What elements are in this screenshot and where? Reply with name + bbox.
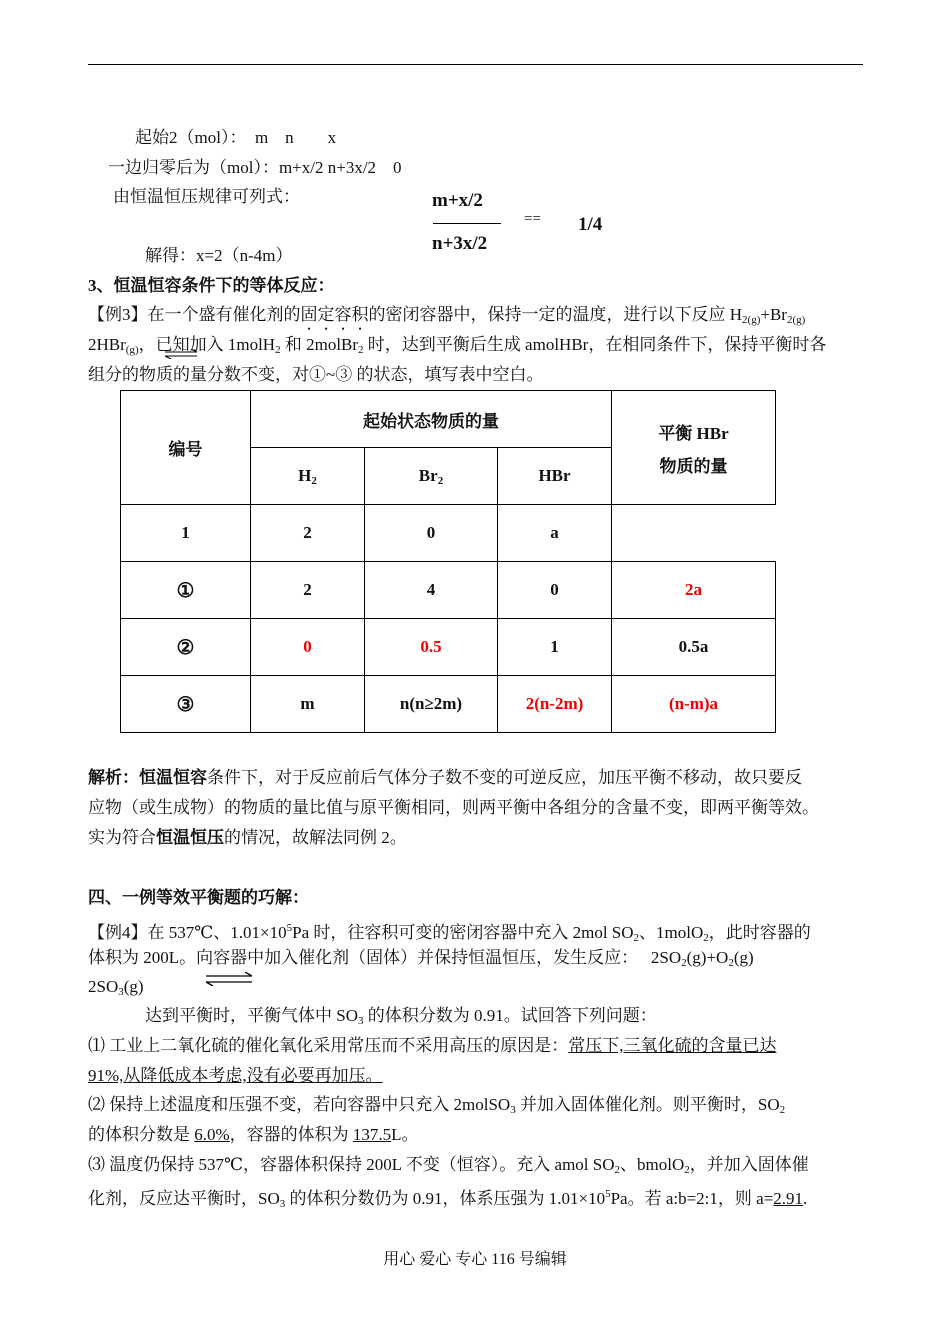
text-segment: 2	[275, 344, 281, 356]
equilibrium-arrow-icon	[164, 349, 198, 359]
cell-eq: 2a	[612, 562, 776, 619]
cell-hbr: 1	[498, 619, 612, 676]
text-segment: 【例4】在 537℃、1.01×10	[88, 923, 287, 942]
answer-text: 常压下,三氧化硫的含量已达	[568, 1036, 777, 1055]
text-line	[88, 1065, 383, 1087]
text-segment: +Br	[760, 305, 787, 324]
text-line	[113, 186, 300, 208]
text-segment: 解析：	[88, 768, 139, 787]
cell-h2: 0	[251, 619, 365, 676]
text-line	[135, 127, 336, 149]
text-line	[88, 334, 826, 361]
header-id: 编号	[121, 391, 251, 505]
text-segment: 时，达到平衡后生成 amolHBr，在相同条件下，保持平衡时各	[363, 335, 827, 354]
cell-hbr: 2(n-2m)	[498, 676, 612, 733]
cell-h2: m	[251, 676, 365, 733]
text-segment: 起始2（mol）： m n x	[135, 128, 337, 147]
text-segment: 固定容积	[300, 305, 369, 324]
cell-h2: 2	[251, 562, 365, 619]
text-line	[145, 245, 292, 267]
header-initial: 起始状态物质的量	[251, 391, 612, 448]
table-row	[121, 505, 776, 562]
text-segment: ⑴ 工业上二氧化硫的催化氧化采用常压而不采用高压的原因是：	[88, 1036, 569, 1055]
text-line	[88, 917, 811, 949]
text-line	[88, 1035, 777, 1057]
answer-text: 137.5	[352, 1125, 392, 1144]
text-segment: Pa 时，往容积可变的密闭容器中充入 2mol SO	[292, 923, 634, 942]
header-h2-label: H	[298, 465, 312, 485]
formula-numerator: m+x/2	[432, 190, 483, 211]
formula-value: 1/4	[578, 214, 603, 235]
text-segment: 2	[728, 957, 734, 969]
text-segment: 2	[614, 1164, 620, 1176]
header-equilibrium	[612, 391, 776, 505]
text-line	[88, 1154, 809, 1181]
text-segment: 恒温恒压	[156, 828, 224, 847]
text-segment: 的体积分数为 0.91。试回答下列问题：	[363, 1006, 657, 1025]
text-line	[88, 304, 805, 334]
text-line	[88, 976, 144, 1003]
formula-denominator: n+3x/2	[432, 233, 488, 254]
text-line	[88, 797, 819, 819]
table-row	[121, 619, 776, 676]
text-segment: Pa。若 a:b=2:1，则 a=	[610, 1189, 774, 1208]
text-segment: 的密闭容器中，保持一定的温度，进行以下反应 H	[368, 305, 743, 324]
text-segment: 2SO	[88, 977, 119, 996]
answer-text: 2.91	[773, 1189, 804, 1208]
cell-eq: a	[498, 505, 612, 562]
cell-eq: 0.5a	[612, 619, 776, 676]
text-segment: 【例3】在一个盛有催化剂的	[88, 305, 301, 324]
text-segment: 并加入固体催化剂。则平衡时，SO	[515, 1095, 780, 1114]
text-segment: 、1molO	[639, 923, 704, 942]
text-line	[108, 157, 402, 179]
text-segment: 恒温恒容	[139, 768, 207, 787]
cell-br2: n(n≥2m)	[365, 676, 498, 733]
text-segment: .	[803, 1189, 808, 1208]
text-segment: 2	[684, 1164, 690, 1176]
text-segment: 应物（或生成物）的物质的量比值与原平衡相同，则两平衡中各组分的含量不变，即两平衡等效。	[88, 798, 819, 817]
answer-text: 91%,从降低成本考虑,没有必要再加压。	[88, 1066, 383, 1085]
page-footer: 用心 爱心 专心 116 号编辑	[383, 1251, 567, 1268]
table-row	[121, 676, 776, 733]
text-line	[88, 1124, 419, 1146]
text-segment: 实为符合	[88, 828, 156, 847]
header-rule	[88, 64, 863, 65]
cell-h2: 1	[121, 505, 251, 562]
text-segment: (g)	[123, 977, 144, 996]
text-segment: 2	[703, 932, 709, 944]
text-segment: 2(g)	[742, 314, 761, 326]
text-segment: 的体积分数是	[88, 1125, 195, 1144]
text-line	[88, 1094, 785, 1121]
text-segment: ⑶ 温度仍保持 537℃，容器体积保持 200L 不变（恒容）。充入 amol SO	[88, 1155, 615, 1174]
text-line	[88, 1183, 807, 1215]
header-h2-sub: 2	[311, 474, 317, 487]
text-segment: 和 2molBr	[280, 335, 359, 354]
table-row	[121, 562, 776, 619]
answer-text: 6.0%	[194, 1125, 230, 1144]
text-segment: ⑵ 保持上述温度和压强不变，若向容器中只充入 2molSO	[88, 1095, 511, 1114]
text-line	[88, 947, 754, 974]
text-segment: 的情况，故解法同例 2。	[224, 828, 407, 847]
cell-br2: 0.5	[365, 619, 498, 676]
text-segment: ，此时容器的	[708, 923, 811, 942]
text-segment: 5	[605, 1188, 611, 1200]
text-segment: 2(g)	[786, 314, 806, 326]
cell-br2: 2	[251, 505, 365, 562]
text-segment: 组分的物质的量分数不变，对①~③ 的状态，填写表中空白。	[88, 365, 544, 384]
text-segment: 3	[510, 1104, 516, 1116]
data-table	[120, 390, 776, 733]
text-line	[88, 827, 407, 849]
header-hbr: HBr	[498, 448, 612, 505]
text-segment: 3	[118, 986, 124, 998]
text-segment: (g)+O	[686, 948, 729, 967]
text-line	[88, 364, 543, 386]
equilibrium-arrow-icon	[205, 972, 253, 986]
text-segment: ，已知加入 1molH	[138, 335, 276, 354]
text-segment: (g)	[125, 344, 139, 356]
text-segment: 5	[286, 922, 293, 934]
text-line	[145, 1005, 657, 1032]
cell-eq: (n-m)a	[612, 676, 776, 733]
text-line	[88, 887, 309, 909]
text-segment: L。	[391, 1125, 419, 1144]
text-segment: 一边归零后为（mol）：m+x/2 n+3x/2 0	[108, 158, 402, 177]
text-segment: ，并加入固体催	[689, 1155, 809, 1174]
header-h2	[251, 448, 365, 505]
cell-id: ③	[121, 676, 251, 733]
text-segment: 2	[779, 1104, 786, 1116]
header-br2-label: Br	[418, 465, 438, 485]
text-segment: 3	[279, 1198, 286, 1210]
cell-id: ①	[121, 562, 251, 619]
cell-hbr: 0	[365, 505, 498, 562]
header-equilibrium-line1: 平衡 HBr	[658, 423, 729, 443]
text-segment: 2	[358, 344, 364, 356]
text-segment: 化剂，反应达平衡时，SO	[88, 1189, 280, 1208]
cell-br2: 4	[365, 562, 498, 619]
header-br2-sub: 2	[437, 474, 444, 487]
text-segment: 由恒温恒压规律可列式：	[113, 187, 300, 206]
text-segment: 四、一例等效平衡题的巧解：	[88, 888, 309, 907]
text-segment: 2	[633, 932, 640, 944]
text-segment: 的体积分数仍为 0.91，体系压强为 1.01×10	[285, 1189, 606, 1208]
fraction-bar	[433, 223, 501, 224]
text-segment: 达到平衡时，平衡气体中 SO	[145, 1006, 358, 1025]
text-line	[88, 275, 335, 297]
text-segment: 2HBr	[88, 335, 126, 354]
text-segment: 解得：x=2（n-4m）	[145, 246, 293, 265]
text-segment: 体积为 200L。向容器中加入催化剂（固体）并保持恒温恒压，发生反应： 2SO	[88, 948, 682, 967]
formula-equals: ==	[524, 211, 541, 227]
text-segment: 、bmolO	[620, 1155, 685, 1174]
cell-id: ②	[121, 619, 251, 676]
text-segment: 3	[357, 1015, 364, 1027]
text-segment: 条件下，对于反应前后气体分子数不变的可逆反应，加压平衡不移动，故只要反	[207, 768, 802, 787]
header-equilibrium-line2: 物质的量	[659, 456, 728, 476]
text-segment: 3、恒温恒容条件下的等体反应：	[88, 276, 335, 295]
text-segment: 2	[681, 957, 687, 969]
text-segment: (g)	[733, 948, 754, 967]
text-segment: ，容器的体积为	[229, 1125, 353, 1144]
header-br2	[365, 448, 498, 505]
text-line	[88, 767, 802, 789]
cell-hbr: 0	[498, 562, 612, 619]
